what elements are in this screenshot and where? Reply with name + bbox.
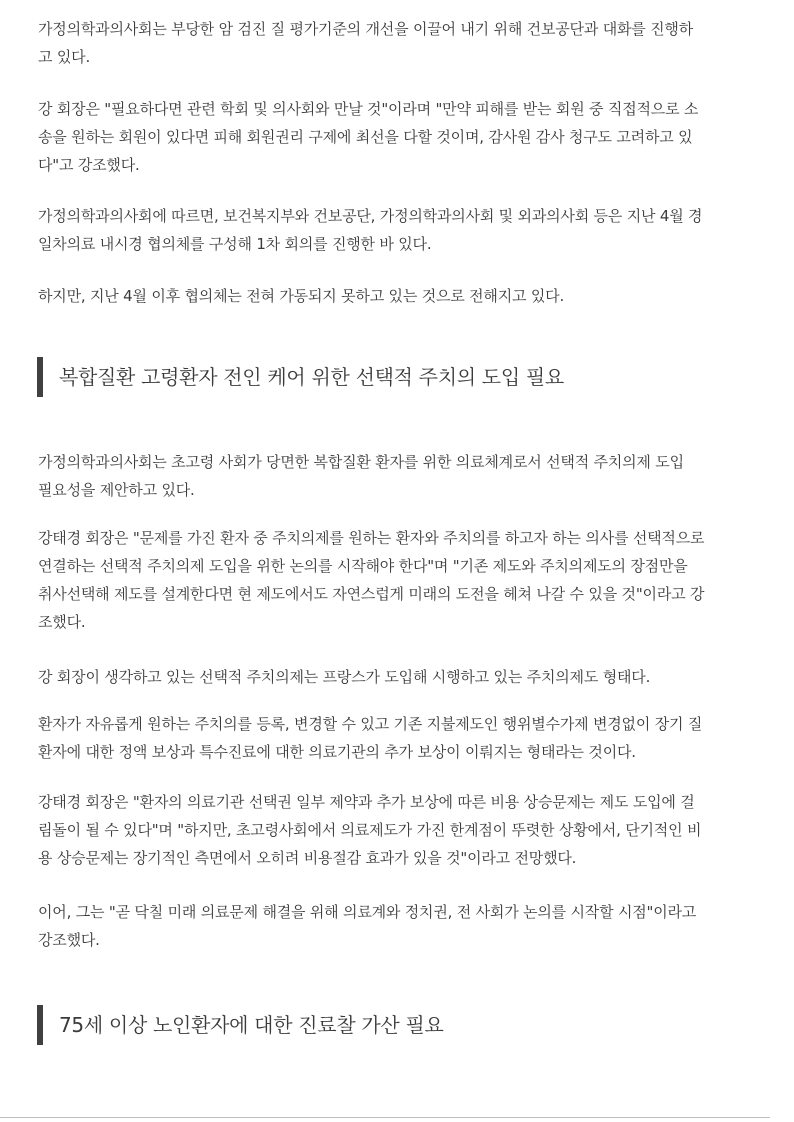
paragraph — [38, 898, 762, 954]
paragraph — [38, 448, 762, 504]
bottom-divider — [0, 1117, 770, 1118]
text-line: 환자에 대한 정액 보상과 특수진료에 대한 의료기관의 추가 보상이 이뤄지는 형태라는 것이다. — [38, 743, 636, 761]
text-line: 하지만, 지난 4월 이후 협의체는 전혀 가동되지 못하고 있는 것으로 전해지고 있다. — [38, 287, 565, 305]
text-line: 다"고 강조했다. — [38, 156, 140, 174]
text-line: 강태경 회장은 "환자의 의료기관 선택권 일부 제약과 추가 보상에 따른 비용 상승문제는 제도 도입에 걸 — [38, 793, 695, 811]
text-line: 강조했다. — [38, 931, 100, 949]
paragraph — [38, 710, 762, 766]
text-line: 용 상승문제는 장기적인 측면에서 오히려 비용절감 효과가 있을 것"이라고 전망했다. — [38, 849, 577, 867]
text-line: 가정의학과의사회는 초고령 사회가 당면한 복합질환 환자를 위한 의료체계로서 선택적 주치의제 도입 — [38, 453, 684, 471]
text-line: 림돌이 될 수 있다"며 "하지만, 초고령사회에서 의료제도가 가진 한계점이 뚜렷한 상황에서, 단기적인 비 — [38, 821, 702, 839]
text-line: 고 있다. — [38, 48, 91, 66]
text-line: 필요성을 제안하고 있다. — [38, 481, 195, 499]
text-line: 일차의료 내시경 협의체를 구성해 1차 회의를 진행한 바 있다. — [38, 235, 432, 253]
text-line: 이어, 그는 "곧 닥칠 미래 의료문제 해결을 위해 의료계와 정치권, 전 사회가 논의를 시작할 시점"이라고 — [38, 903, 697, 921]
text-line: 송을 원하는 회원이 있다면 피해 회원권리 구제에 최선을 다할 것이며, 감사원 감사 청구도 고려하고 있 — [38, 128, 693, 146]
paragraph — [38, 663, 762, 691]
text-line: 가정의학과의사회에 따르면, 보건복지부와 건보공단, 가정의학과의사회 및 외과의사회 등은 지난 4월 경 — [38, 207, 703, 225]
section-heading: 복합질환 고령환자 전인 케어 위한 선택적 주치의 도입 필요 — [37, 357, 564, 397]
paragraph — [38, 95, 762, 179]
paragraph — [38, 15, 762, 71]
section-heading: 75세 이상 노인환자에 대한 진료찰 가산 필요 — [37, 1005, 444, 1045]
text-line: 강태경 회장은 "문제를 가진 환자 중 주치의제를 원하는 환자와 주치의를 하고자 하는 의사를 선택적으로 — [38, 529, 705, 547]
paragraph — [38, 788, 762, 872]
paragraph — [38, 524, 762, 636]
text-line: 강 회장은 "필요하다면 관련 학회 및 의사회와 만날 것"이라며 "만약 피해를 받는 회원 중 직접적으로 소 — [38, 100, 699, 118]
text-line: 연결하는 선택적 주치의제 도입을 위한 논의를 시작해야 한다"며 "기존 제도와 주치의제도의 장점만을 — [38, 557, 688, 575]
paragraph — [38, 202, 762, 258]
text-line: 강 회장이 생각하고 있는 선택적 주치의제는 프랑스가 도입해 시행하고 있는 주치의제도 형태다. — [38, 668, 651, 686]
text-line: 가정의학과의사회는 부당한 암 검진 질 평가기준의 개선을 이끌어 내기 위해 건보공단과 대화를 진행하 — [38, 20, 694, 38]
text-line: 취사선택해 제도를 설계한다면 현 제도에서도 자연스럽게 미래의 도전을 헤쳐 나갈 수 있을 것"이라고 강 — [38, 585, 705, 603]
text-line: 환자가 자유롭게 원하는 주치의를 등록, 변경할 수 있고 기존 지불제도인 행위별수가제 변경없이 장기 질 — [38, 715, 703, 733]
text-line: 조했다. — [38, 613, 86, 631]
paragraph — [38, 282, 762, 310]
